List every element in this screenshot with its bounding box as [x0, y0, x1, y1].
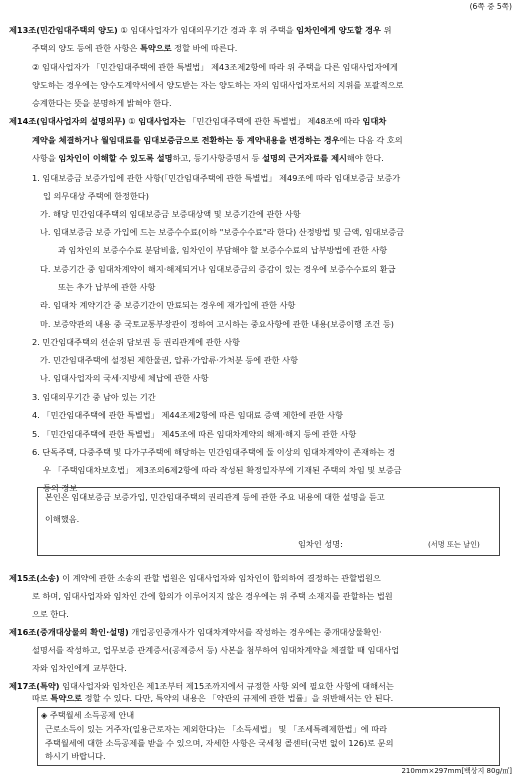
art13-line4: 양도하는 경우에는 양수도계약서에서 양도받는 자는 양도하는 자의 임대사업자로서의 지위를 포괄적으로	[32, 80, 404, 90]
art13-line1: 제13조(민간임대주택의 양도) ① 임대사업자가 임대의무기간 경과 후 위 주택을 임차인에게 양도할 경우 위	[9, 25, 392, 35]
art15-line3: 으로 한다.	[32, 609, 69, 619]
art14-item3: 3. 임대의무기간 중 남아 있는 기간	[32, 392, 156, 402]
notice-line1: 근로소득이 있는 거주자(일용근로자는 제외한다)는 「소득세법」 및 「조세특례제한법」에 따라	[45, 724, 388, 734]
notice-line3: 하시기 바랍니다.	[45, 751, 106, 761]
art14-item6: 6. 단독주택, 다중주택 및 다가구주택에 해당하는 민간임대주택에 둘 이상의 임대차계약이 존재하는 경	[32, 447, 396, 457]
paper-size-footer: 210mm×297mm[백상지 80g/㎡]	[401, 767, 512, 775]
art14-item1-ma: 마. 보증약관의 내용 중 국토교통부장관이 정하여 고시하는 중요사항에 관한 내용(보증이행 조건 등)	[40, 319, 394, 329]
art14-item1-da: 다. 보증기간 중 임대차계약이 해지·해제되거나 임대보증금의 증감이 있는 경우에 보증수수료의 환급	[40, 264, 396, 274]
art14-item6-cont2: 등의 정보	[43, 483, 78, 493]
art17-line1: 제17조(특약) 임대사업자와 임차인은 제1조부터 제15조까지에서 규정한 사항 외에 필요한 사항에 대해서는	[9, 681, 394, 691]
art13-title: 제13조(민간임대주택의 양도)	[9, 25, 118, 35]
art15-line1: 제15조(소송) 이 계약에 관한 소송의 관할 법원은 임대사업자와 임차인이 합의하여 결정하는 관할법원으	[9, 573, 381, 583]
art14-item2-ga: 가. 민간임대주택에 설정된 제한물권, 압류·가압류·가처분 등에 관한 사항	[40, 355, 298, 365]
art14-item4: 4. 「민간임대주택에 관한 특별법」 제44조제2항에 따른 임대료 증액 제한에 관한 사항	[32, 410, 344, 420]
art14-item1-ra: 라. 임대차 계약기간 중 보증기간이 만료되는 경우에 재가입에 관한 사항	[40, 300, 296, 310]
art17-title: 제17조(특약)	[9, 681, 60, 691]
art16-title: 제16조(중개대상물의 확인·설명)	[9, 627, 129, 637]
art14-item1-cont: 입 의무대상 주택에 한정한다)	[43, 191, 149, 201]
notice-line2: 주택월세에 대한 소득공제를 받을 수 있으며, 자세한 사항은 국세청 콜센터(국번 없이 126)로 문의	[45, 738, 394, 748]
art16-line2: 설명서를 작성하고, 업무보증 관계증서(공제증서 등) 사본을 첨부하여 임대차계약을 체결할 때 임대사업	[32, 645, 400, 655]
art14-item2-na: 나. 임대사업자의 국세·지방세 체납에 관한 사항	[40, 373, 209, 383]
confirmation-text-line1: 본인은 임대보증금 보증가입, 민간임대주택의 권리관계 등에 관한 주요 내용에 대한 설명을 듣고	[45, 492, 385, 502]
confirmation-text-line2: 이해했음.	[45, 514, 80, 524]
art14-item1-ga: 가. 해당 민간임대주택의 임대보증금 보증대상액 및 보증기간에 관한 사항	[40, 209, 301, 219]
art13-line3: ② 임대사업자가 「민간임대주택에 관한 특별법」 제43조제2항에 따라 위 주택을 다른 임대사업자에게	[32, 62, 398, 72]
art17-line2: 따로 특약으로 정할 수 있다. 다만, 특약의 내용은 「약관의 규제에 관한 법률」을 위반해서는 안 된다.	[32, 693, 394, 703]
art14-item1: 1. 임대보증금 보증가입에 관한 사항(「민간임대주택에 관한 특별법」 제49조에 따라 임대보증금 보증가	[32, 173, 401, 183]
art13-line5: 승계한다는 뜻을 분명하게 밝혀야 한다.	[32, 98, 172, 108]
art14-item1-na: 나. 임대보증금 보증 가입에 드는 보증수수료(이하 "보증수수료"라 한다) 산정방법 및 금액, 임대보증금	[40, 227, 405, 237]
page-number: (6쪽 중 5쪽)	[469, 2, 512, 11]
art15-line2: 로 하며, 임대사업자와 임차인 간에 합의가 이루어지지 않은 경우에는 위 주택 소재지를 관할하는 법원	[32, 591, 393, 601]
art16-line3: 자와 임차인에게 교부한다.	[32, 663, 127, 673]
art13-line2: 주택의 양도 등에 관한 사항은 특약으로 정할 바에 따른다.	[32, 43, 238, 53]
notice-heading: ◈ 주택월세 소득공제 안내	[41, 710, 135, 720]
art14-item1-na-cont: 과 임차인의 보증수수료 분담비율, 임차인이 부담해야 할 보증수수료의 납부방법에 관한 사항	[58, 245, 388, 255]
signature-note: (서명 또는 날인)	[428, 540, 480, 549]
art14-line3: 사항을 임차인이 이해할 수 있도록 설명하고, 등기사항증명서 등 설명의 근거자료를 제시해야 한다.	[32, 153, 384, 163]
art14-title: 제14조(임대사업자의 설명의무)	[9, 116, 126, 126]
art14-item2: 2. 민간임대주택의 선순위 담보권 등 권리관계에 관한 사항	[32, 337, 240, 347]
art14-item6-cont1: 우 「주택임대차보호법」 제3조의6제2항에 따라 작성된 확정일자부에 기재된 주택의 차임 및 보증금	[43, 465, 402, 475]
art15-title: 제15조(소송)	[9, 573, 60, 583]
art14-item5: 5. 「민간임대주택에 관한 특별법」 제45조에 따른 임대차계약의 해제·해지 등에 관한 사항	[32, 429, 357, 439]
art14-line2: 계약을 체결하거나 월임대료를 임대보증금으로 전환하는 등 계약내용을 변경하는 경우에는 다음 각 호의	[32, 135, 403, 145]
art14-item1-da-cont: 또는 추가 납부에 관한 사항	[58, 282, 156, 292]
signer-label: 임차인 성명:	[298, 539, 343, 549]
art16-line1: 제16조(중개대상물의 확인·설명) 개업공인중개사가 임대차계약서를 작성하는 경우에는 중개대상물확인·	[9, 627, 382, 637]
art14-line1: 제14조(임대사업자의 설명의무) ① 임대사업자는 「민간임대주택에 관한 특별법」 제48조에 따라 임대차	[9, 116, 387, 126]
